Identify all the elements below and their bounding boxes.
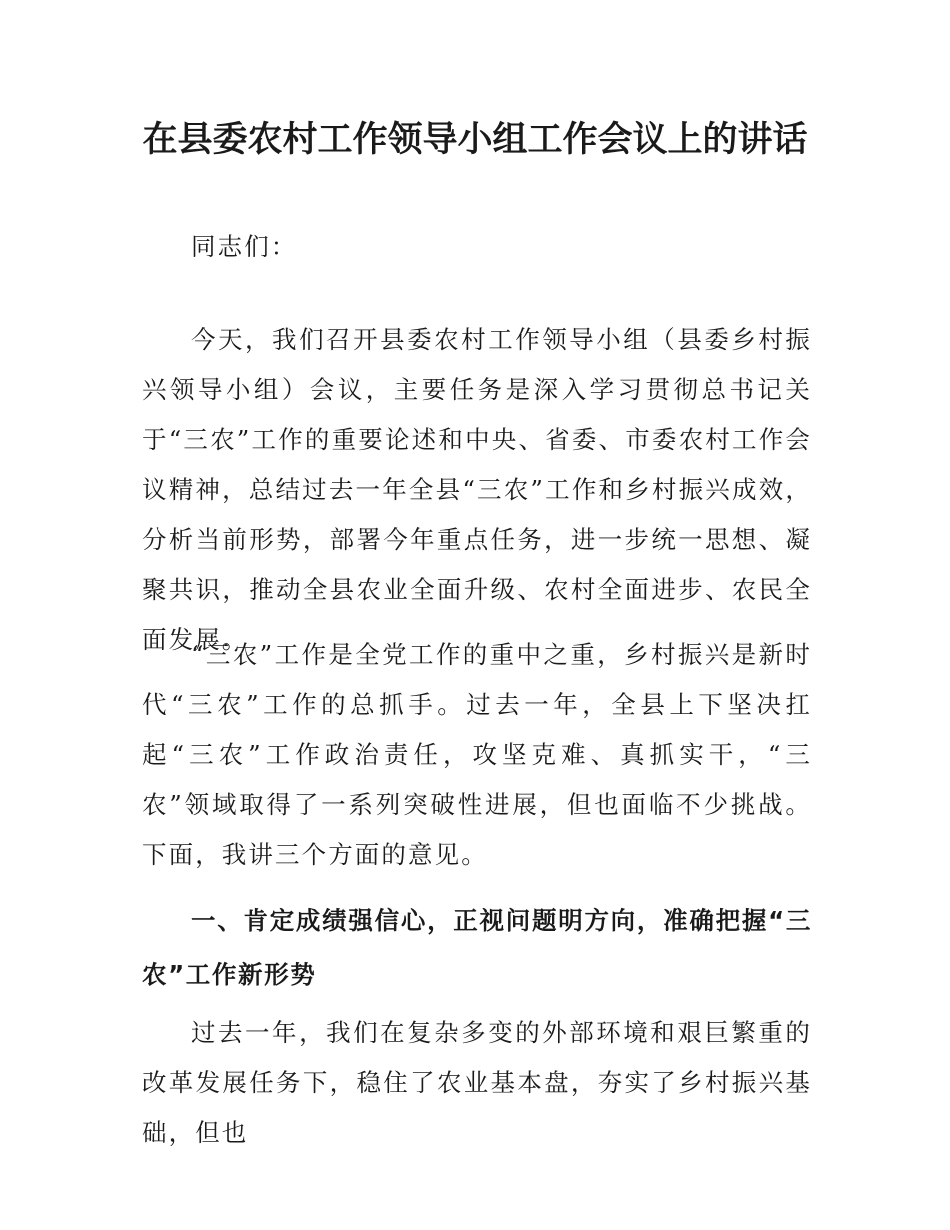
section-heading: 一、肯定成绩强信心，正视问题明方向，准确把握“三农”工作新形势 [142, 906, 812, 989]
greeting: 同志们： [191, 232, 298, 261]
paragraph-overview: “三农”工作是全党工作的重中之重，乡村振兴是新时代“三农”工作的总抓手。过去一年，全县上下坚决扛起“三农”工作政治责任，攻坚克难、真抓实干，“三农”领域取得了一系列突破性进展，但也面临不少挑战。下面，我讲三个方面的意见。 [142, 640, 812, 869]
document-title: 在县委农村工作领导小组工作会议上的讲话 [142, 120, 808, 160]
paragraph-intro: 今天，我们召开县委农村工作领导小组（县委乡村振兴领导小组）会议，主要任务是深入学习贯彻总书记关于“三农”工作的重要论述和中央、省委、市委农村工作会议精神，总结过去一年全县“三农”工作和乡村振兴成效，分析当前形势，部署今年重点任务，进一步统一思想、凝聚共识，推动全县农业全面升级、农村全面进步、农民全面发展。 [142, 325, 812, 654]
section-paragraph: 过去一年，我们在复杂多变的外部环境和艰巨繁重的改革发展任务下，稳住了农业基本盘，夯实了乡村振兴基础，但也 [142, 1018, 812, 1147]
